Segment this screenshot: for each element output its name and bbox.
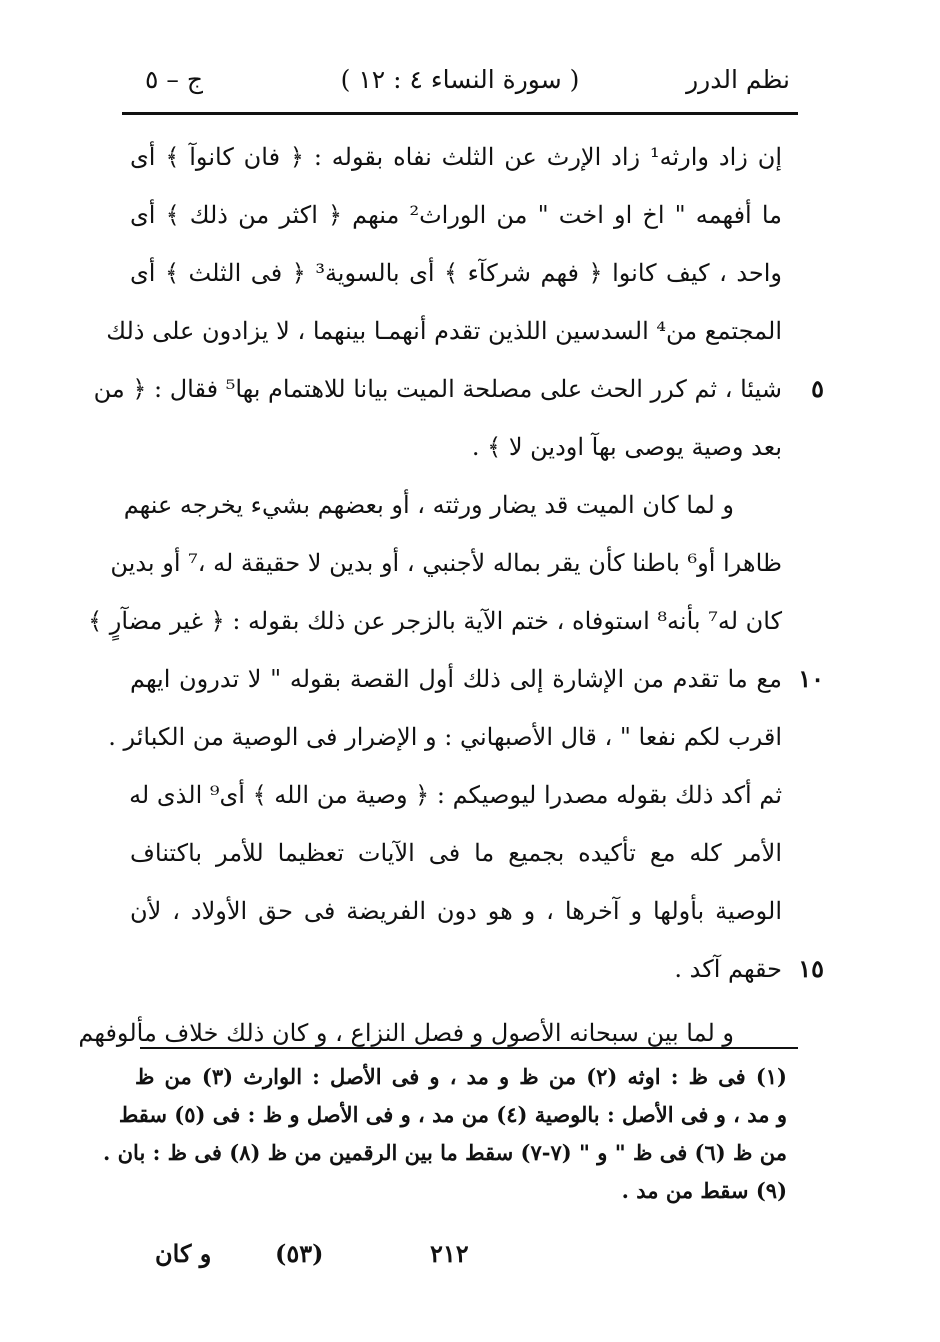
page-number: ٢١٢ <box>430 1239 469 1268</box>
text-line: الأمر كله مع تأكيده بجميع ما فى الآيات تعظيما للأمر باكتناف <box>130 839 782 867</box>
text-line: ما أفهمه " اخ او اخت " من الوراث² منهم ﴿ اكثر من ذلك ﴾ أى <box>130 201 782 229</box>
page-header <box>130 60 790 100</box>
text-line: واحد ، كيف كانوا ﴿ فهم شركآء ﴾ أى بالسوية³ ﴿ فى الثلث ﴾ أى <box>130 259 783 287</box>
text-line: ظاهرا أو⁶ باطنا كأن يقر بماله لأجنبي ، أو بدين لا حقيقة له ،⁷ أو بدين <box>110 549 782 577</box>
footnote-line: و مد ، و فى الأصل : بالوصية (٤) من مد ، و فى الأصل و ظ : فى (٥) سقط <box>118 1102 787 1127</box>
text-line: بعد وصية يوصى بهآ اودين لا ﴾ . <box>471 433 782 461</box>
text-line: إن زاد وارثه¹ زاد الإرث عن الثلث نفاه بقوله : ﴿ فان كانوآ ﴾ أى <box>130 143 782 171</box>
text-line: مع ما تقدم من الإشارة إلى ذلك أول القصة بقوله " لا تدرون ايهم <box>130 665 782 693</box>
footnote-divider <box>140 1047 798 1049</box>
line-number: ٥ <box>811 374 824 403</box>
text-line-with-number <box>130 940 824 998</box>
paragraph-start-line: و لما بين سبحانه الأصول و فصل النزاع ، و كان ذلك خلاف مألوفهم <box>78 1019 734 1047</box>
footnotes <box>103 1058 787 1210</box>
volume-number: ج – ٥ <box>145 65 203 94</box>
footnote-line: من ظ (٦) فى ظ " و " (٧-٧) سقط ما بين الرقمين من ظ (٨) فى ظ : بان . <box>103 1140 787 1165</box>
text-line: حقهم آكد . <box>674 955 782 983</box>
text-line: شيئا ، ثم كرر الحث على مصلحة الميت بيانا للاهتمام بها⁵ فقال : ﴿ من <box>93 375 782 403</box>
text-line-with-number <box>93 360 824 418</box>
text-line: كان له⁷ بأنه⁸ استوفاه ، ختم الآية بالزجر عن ذلك بقوله : ﴿ غير مضآرٍ ﴾ <box>88 607 782 635</box>
main-text <box>78 128 824 1062</box>
text-line-with-number <box>130 650 824 708</box>
text-line: اقرب لكم نفعا " ، قال الأصبهاني : و الإضرار فى الوصية من الكبائر . <box>108 723 782 751</box>
footnote-line: (١) فى ظ : اوثه (٢) من ظ و مد ، و فى الأصل : الوارث (٣) من ظ <box>135 1064 787 1089</box>
line-number: ١٥ <box>798 954 824 983</box>
paragraph-start-line: و لما كان الميت قد يضار ورثته ، أو بعضهم بشيء يخرجه عنهم <box>123 491 734 519</box>
text-line: الوصية بأولها و آخرها ، و هو دون الفريضة فى حق الأولاد ، لأن <box>130 897 782 925</box>
footnote-line: (٩) سقط من مد . <box>621 1178 787 1203</box>
signature-number: (٥٣) <box>275 1239 324 1268</box>
surah-reference: ( سورة النساء ٤ : ١٢ ) <box>340 65 580 94</box>
line-number: ١٠ <box>798 664 824 693</box>
text-line: ثم أكد ذلك بقوله مصدرا ليوصيكم : ﴿ وصية من الله ﴾ أى⁹ الذى له <box>129 781 782 809</box>
page-footer <box>140 1234 800 1274</box>
header-divider <box>122 112 798 115</box>
text-line: المجتمع من⁴ السدسين اللذين تقدم أنهمـا بينهما ، لا يزادون على ذلك <box>106 317 782 345</box>
catchword: و كان <box>155 1239 212 1268</box>
book-title: نظم الدرر <box>686 65 790 94</box>
